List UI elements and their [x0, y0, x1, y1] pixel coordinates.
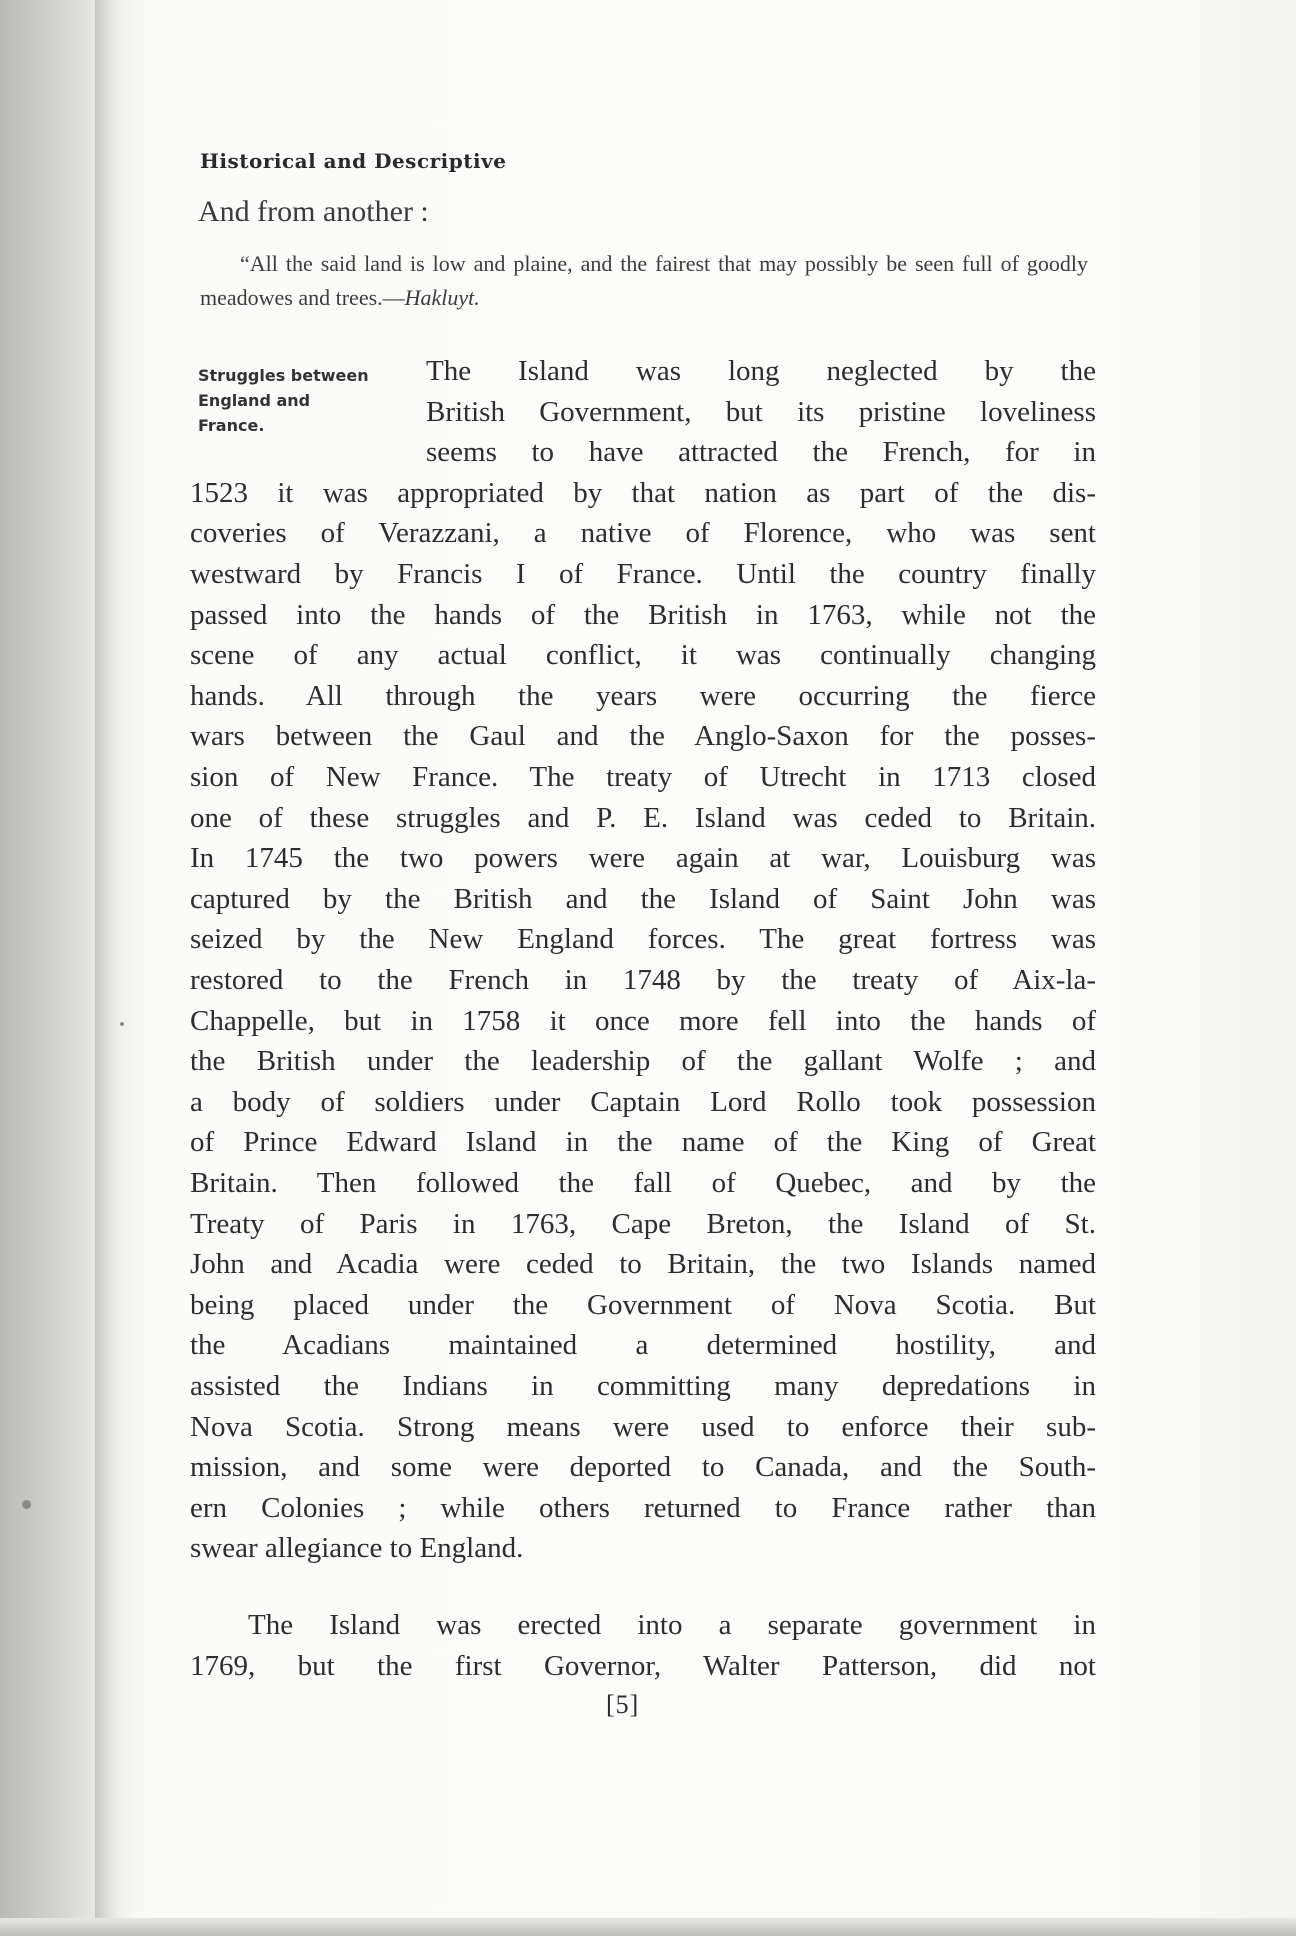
text-line: hands. All through the years were occurring the fierce [190, 679, 1096, 712]
text-line: sion of New France. The treaty of Utrecht in 1713 closed [190, 761, 1096, 793]
text-line: The Island was long neglected by the [426, 355, 1096, 387]
sidenote-line: France. [198, 416, 265, 435]
text-line: mission, and some were deported to Canada, and the South- [190, 1451, 1096, 1484]
text-line: one of these struggles and P. E. Island was ceded to Britain. [190, 801, 1096, 834]
text-line: Nova Scotia. Strong means were used to enforce their sub- [190, 1410, 1096, 1443]
text-line: the Acadians maintained a determined hostility, and [190, 1329, 1096, 1362]
text-line: The Island was erected into a separate government in [248, 1609, 1096, 1641]
text-line: 1523 it was appropriated by that nation as part of the dis- [190, 476, 1096, 509]
text-line: coveries of Verazzani, a native of Florence, who was sent [190, 517, 1096, 550]
running-head: Historical and Descriptive [200, 149, 507, 173]
intro-line: And from another : [198, 195, 429, 228]
text-line: seems to have attracted the French, for in [426, 436, 1096, 469]
text-line: seized by the New England forces. The great fortress was [190, 923, 1096, 956]
text-line: Chappelle, but in 1758 it once more fell into the hands of [190, 1004, 1096, 1037]
text-line: the British under the leadership of the gallant Wolfe ; and [190, 1045, 1096, 1078]
margin-speck [120, 1022, 124, 1026]
text-line: westward by Francis I of France. Until the country finally [190, 558, 1096, 590]
text-line: being placed under the Government of Nova Scotia. But [190, 1288, 1096, 1321]
text-line: Treaty of Paris in 1763, Cape Breton, the Island of St. [190, 1207, 1096, 1240]
text-line: British Government, but its pristine loveliness [426, 395, 1096, 428]
text-line: John and Acadia were ceded to Britain, the two Islands named [190, 1248, 1096, 1281]
text-line: a body of soldiers under Captain Lord Rollo took possession [190, 1085, 1096, 1118]
text-line: In 1745 the two powers were again at war, Louisburg was [190, 842, 1096, 875]
text-line: restored to the French in 1748 by the treaty of Aix-la- [190, 964, 1096, 996]
text-line: wars between the Gaul and the Anglo-Saxon for the posses- [190, 720, 1096, 753]
quote-source: Hakluyt. [404, 285, 480, 310]
text-line: captured by the British and the Island of Saint John was [190, 882, 1096, 915]
text-line: assisted the Indians in committing many depredations in [190, 1370, 1096, 1402]
scan-edge [0, 1918, 1296, 1936]
page-number: [5] [606, 1690, 640, 1719]
text-line: Britain. Then followed the fall of Quebec, and by the [190, 1167, 1096, 1199]
quote-text: “All the said land is low and plaine, and the fairest that may possibly be seen full of goodly meadowes and trees.— [200, 251, 1088, 310]
binding-gutter [95, 0, 135, 1936]
text-line: passed into the hands of the British in 1763, while not the [190, 598, 1096, 631]
text-line: scene of any actual conflict, it was continually changing [190, 639, 1096, 672]
margin-sidenote [198, 363, 388, 438]
margin-speck [22, 1500, 31, 1509]
sidenote-line: England and [198, 391, 311, 410]
block-quote [200, 247, 1088, 315]
text-line: of Prince Edward Island in the name of the King of Great [190, 1126, 1096, 1159]
text-line: swear allegiance to England. [190, 1532, 524, 1565]
sidenote-line: Struggles between [198, 366, 369, 385]
text-line: 1769, but the first Governor, Walter Patterson, did not [190, 1649, 1096, 1682]
text-line: ern Colonies ; while others returned to France rather than [190, 1491, 1096, 1524]
